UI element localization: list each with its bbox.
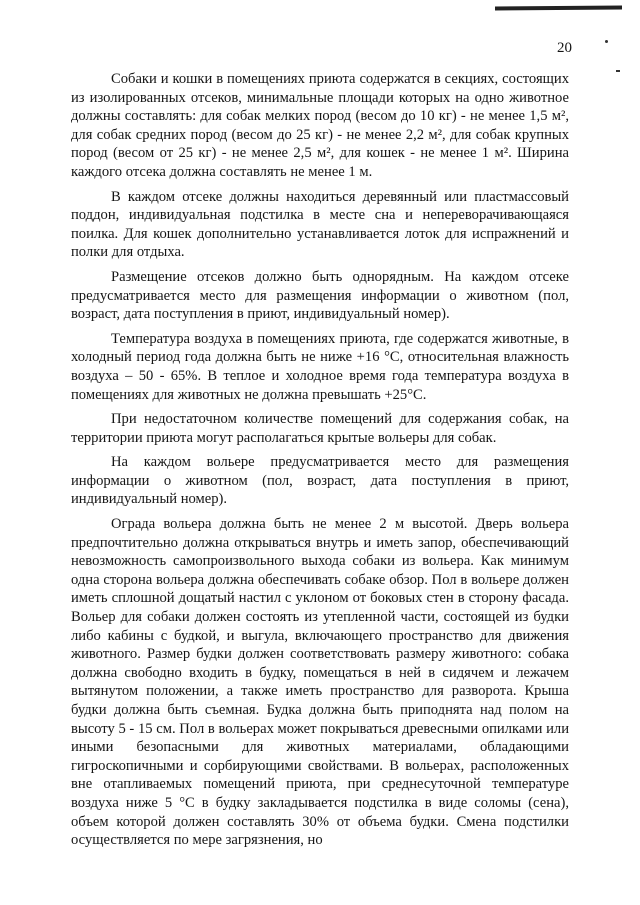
paragraph-compartment-equipment: В каждом отсеке должны находиться деревянный или пластмассовый поддон, индивидуальная подстилка в месте сна и непереворачивающаяся поилка. Для кошек дополнительно устанавливается лоток для испражнений и полки для отдыха. [71, 188, 569, 261]
paragraph-air-temperature: Температура воздуха в помещениях приюта, где содержатся животные, в холодный период года должна быть не ниже +16 °С, относительная влажность воздуха – 50 - 65%. В теплое и холодное время года температура воздуха в помещениях для животных не должна превышать +25°С. [71, 330, 569, 403]
paragraph-enclosure-areas: Собаки и кошки в помещениях приюта содержатся в секциях, состоящих из изолированных отсеков, минимальные площади которых на одно животное должны составлять: для собак мелких пород (весом до 10 кг) - не менее 1,5 м², для собак средних пород (весом до 25 кг) - не менее 2,2 м², для собак крупных пород (весом от 25 кг) - не менее 2,5 м², для кошек - не менее 1 м². Ширина каждого отсека должна составлять не менее 1 м. [71, 71, 569, 180]
paragraph-aviary-fence: Ограда вольера должна быть не менее 2 м высотой. Дверь вольера предпочтительно должна открываться внутрь и иметь запор, обеспечивающий невозможность самопроизвольного выхода собаки из вольера. Как минимум одна сторона вольера должна обеспечивать собаке обзор. Пол в вольере должен иметь сплошной дощатый настил с уклоном от боковых стен в сторону фасада. Вольер для собаки должен состоять из утепленной части, состоящей из будки либо кабины с будкой, и выгула, включающего пространство для движения животного. Размер будки должен соответствовать размеру животного: собака должна свободно входить в будку, помещаться в ней в сидячем и лежачем вытянутом положении, а также иметь пространство для разворота. Крыша будки должна быть съемная. Будка должна быть приподнята над полом на высоту 5 - 15 см. Пол в вольерах может покрываться древесными опилками или иными безопасными для животных материалами, обладающими гигроскопичными и сорбирующими свойствами. В вольерах, расположенных вне отапливаемых помещений приюта, при среднесуточной температуре воздуха ниже 5 °С в будку закладывается подстилка в виде соломы (сена), объем которой должен составлять 30% от объема будки. Смена подстилки осуществляется по мере загрязнения, но [71, 516, 569, 849]
paragraph-compartment-placement: Размещение отсеков должно быть однорядным. На каждом отсеке предусматривается место для размещения информации о животном (пол, возраст, дата поступления в приют, индивидуальный номер). [71, 268, 569, 323]
page-number: 20 [557, 40, 572, 56]
scan-artifact-dot [605, 40, 608, 43]
paragraph-covered-aviaries: При недостаточном количестве помещений для содержания собак, на территории приюта могут располагаться крытые вольеры для собак. [71, 411, 569, 446]
document-body [71, 70, 569, 851]
scan-artifact-mark [616, 70, 620, 72]
paragraph-aviary-information: На каждом вольере предусматривается место для размещения информации о животном (пол, возраст, дата поступления в приют, индивидуальный номер). [71, 454, 569, 508]
scan-artifact-bar [495, 6, 622, 11]
